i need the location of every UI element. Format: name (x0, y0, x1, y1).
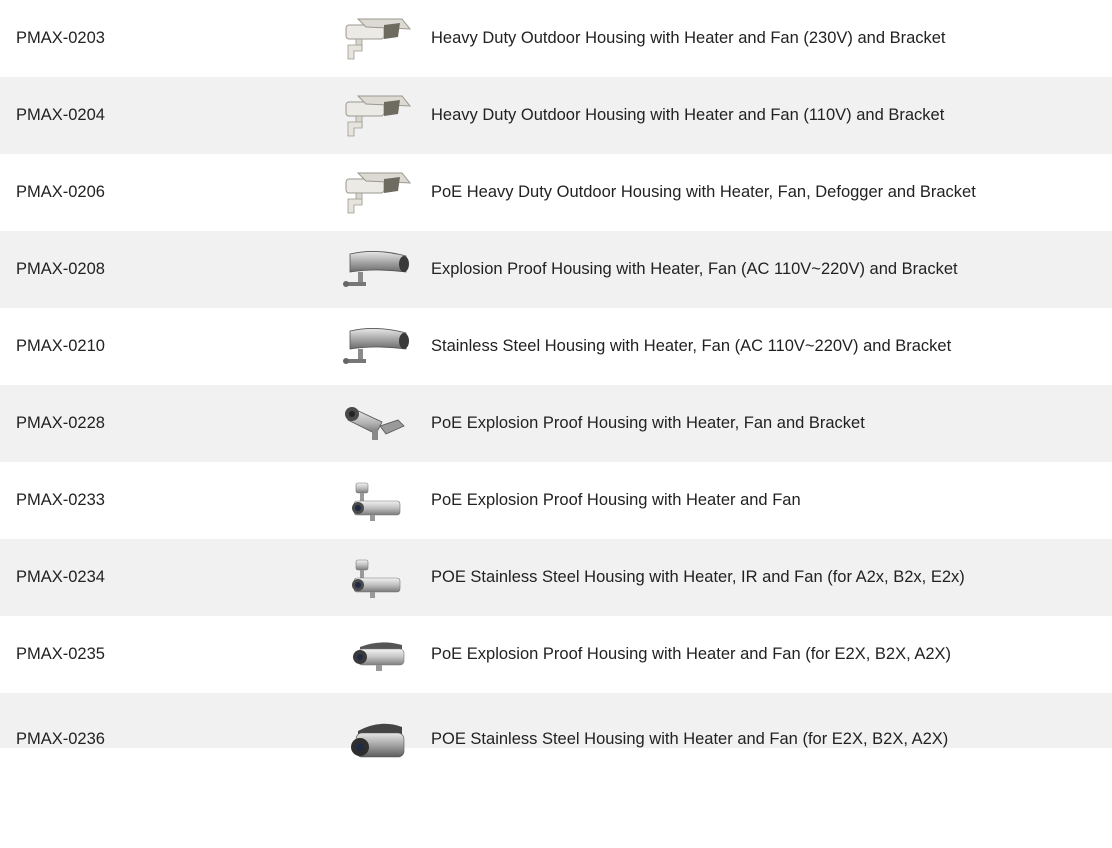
product-code: PMAX-0204 (16, 106, 105, 124)
product-code: PMAX-0236 (16, 730, 105, 748)
table-row (0, 308, 1112, 385)
product-description[interactable]: PoE Heavy Duty Outdoor Housing with Heater, Fan, Defogger and Bracket (431, 183, 976, 201)
product-description[interactable]: Heavy Duty Outdoor Housing with Heater and Fan (230V) and Bracket (431, 29, 946, 47)
compact-housing-icon[interactable] (336, 717, 414, 765)
product-description[interactable]: Explosion Proof Housing with Heater, Fan (AC 110V~220V) and Bracket (431, 260, 958, 278)
outdoor-housing-icon[interactable] (336, 169, 414, 217)
product-description[interactable]: PoE Explosion Proof Housing with Heater, Fan and Bracket (431, 414, 865, 432)
product-code: PMAX-0208 (16, 260, 105, 278)
product-description[interactable]: Stainless Steel Housing with Heater, Fan (AC 110V~220V) and Bracket (431, 337, 952, 355)
product-code: PMAX-0228 (16, 414, 105, 432)
product-code: PMAX-0235 (16, 645, 105, 663)
cylinder-housing-icon[interactable] (336, 477, 414, 525)
cylinder-housing-icon[interactable] (336, 554, 414, 602)
product-code: PMAX-0206 (16, 183, 105, 201)
table-row (0, 616, 1112, 693)
table-row (0, 539, 1112, 616)
outdoor-housing-icon[interactable] (336, 92, 414, 140)
product-code: PMAX-0233 (16, 491, 105, 509)
product-code: PMAX-0203 (16, 29, 105, 47)
steel-housing-icon[interactable] (336, 323, 414, 371)
table-row (0, 0, 1112, 77)
table-row (0, 231, 1112, 308)
product-code: PMAX-0210 (16, 337, 105, 355)
product-description[interactable]: POE Stainless Steel Housing with Heater, IR and Fan (for A2x, B2x, E2x) (431, 568, 965, 586)
product-description[interactable]: PoE Explosion Proof Housing with Heater and Fan (431, 491, 801, 509)
product-description[interactable]: PoE Explosion Proof Housing with Heater and Fan (for E2X, B2X, A2X) (431, 645, 952, 663)
outdoor-housing-icon[interactable] (336, 15, 414, 63)
product-description[interactable]: POE Stainless Steel Housing with Heater and Fan (for E2X, B2X, A2X) (431, 730, 949, 748)
table-row (0, 693, 1112, 748)
compact-housing-icon[interactable] (336, 631, 414, 679)
product-code: PMAX-0234 (16, 568, 105, 586)
product-description[interactable]: Heavy Duty Outdoor Housing with Heater and Fan (110V) and Bracket (431, 106, 945, 124)
explosion-housing-icon[interactable] (336, 400, 414, 448)
table-row (0, 154, 1112, 231)
table-row (0, 462, 1112, 539)
steel-housing-icon[interactable] (336, 246, 414, 294)
table-row (0, 77, 1112, 154)
table-row (0, 385, 1112, 462)
